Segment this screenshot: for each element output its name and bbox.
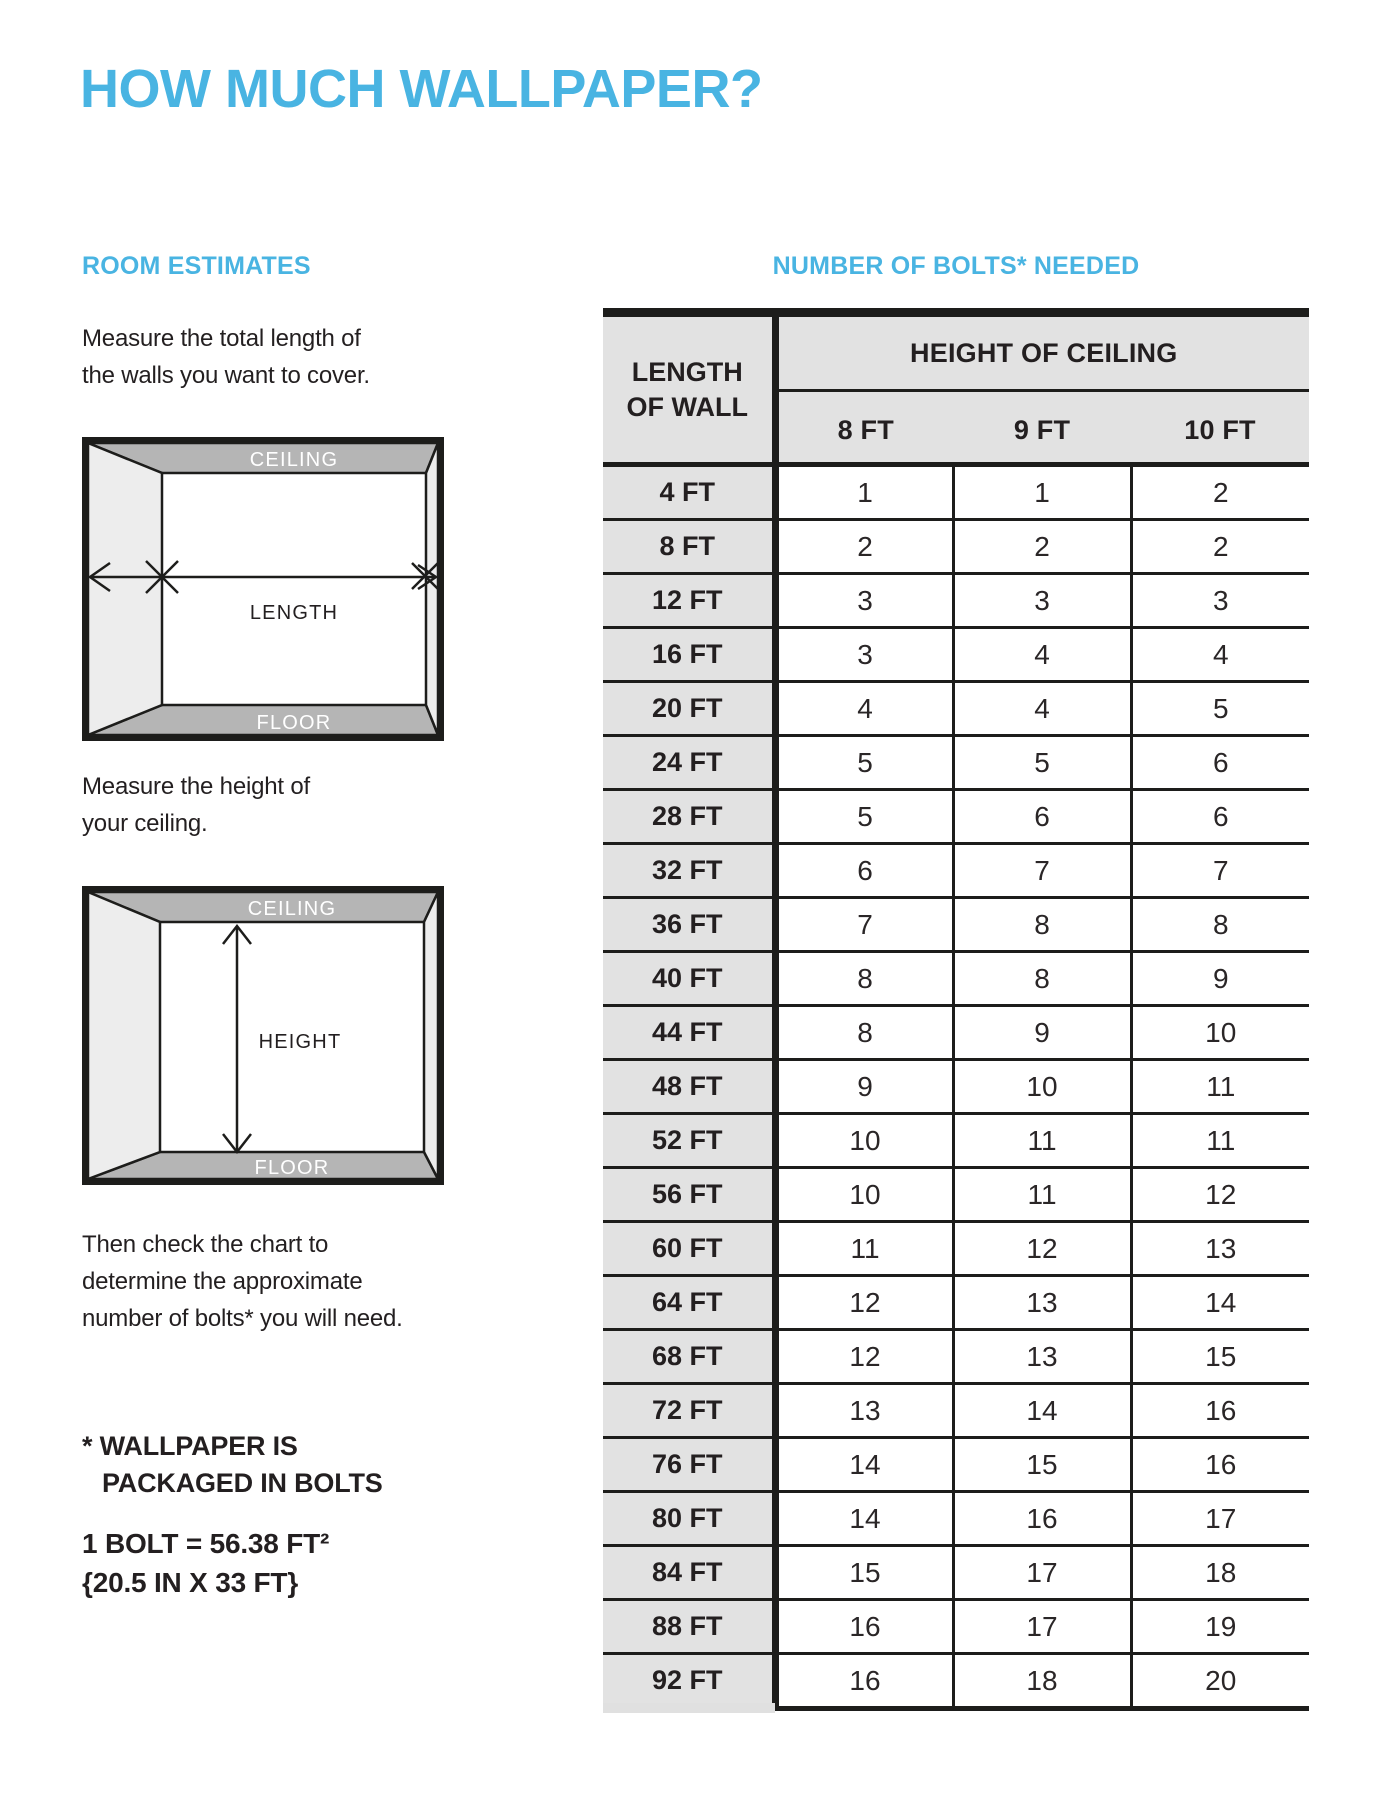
bolts-9ft-cell: 12 — [953, 1222, 1131, 1276]
bolts-8ft-cell: 5 — [775, 736, 953, 790]
bolts-10ft-cell: 10 — [1131, 1006, 1309, 1060]
bolts-table-container — [603, 308, 1309, 1711]
footnote-line1: * WALLPAPER IS — [82, 1431, 298, 1461]
bolt-size-line2: {20.5 IN X 33 FT} — [82, 1567, 299, 1598]
bolts-9ft-cell: 5 — [953, 736, 1131, 790]
bolts-9ft-cell: 8 — [953, 952, 1131, 1006]
bolts-8ft-cell: 12 — [775, 1276, 953, 1330]
step2-line2: your ceiling. — [82, 810, 208, 837]
floor-label: FLOOR — [256, 712, 332, 734]
table-row — [603, 844, 1309, 898]
bolts-10ft-cell: 17 — [1131, 1492, 1309, 1546]
wall-length-cell: 72 FT — [603, 1384, 775, 1438]
bolts-10ft-cell: 2 — [1131, 520, 1309, 574]
step3-instructions — [82, 1226, 403, 1337]
bolts-9ft-cell: 4 — [953, 628, 1131, 682]
step2-line1: Measure the height of — [82, 773, 310, 800]
bolts-8ft-cell: 1 — [775, 465, 953, 520]
wall-length-cell: 84 FT — [603, 1546, 775, 1600]
table-footer-strip — [603, 1703, 775, 1713]
wall-length-cell: 32 FT — [603, 844, 775, 898]
wall-length-cell: 24 FT — [603, 736, 775, 790]
table-row — [603, 465, 1309, 520]
col-header-10ft: 10 FT — [1131, 391, 1309, 465]
table-row — [603, 520, 1309, 574]
bolts-10ft-cell: 16 — [1131, 1384, 1309, 1438]
footnote-line2: PACKAGED IN BOLTS — [102, 1468, 383, 1498]
bolts-8ft-cell: 6 — [775, 844, 953, 898]
wall-length-cell: 20 FT — [603, 682, 775, 736]
table-row — [603, 790, 1309, 844]
wall-length-cell: 68 FT — [603, 1330, 775, 1384]
table-body — [603, 465, 1309, 1709]
table-row — [603, 1438, 1309, 1492]
bolts-10ft-cell: 11 — [1131, 1114, 1309, 1168]
bolts-8ft-cell: 10 — [775, 1168, 953, 1222]
bolts-10ft-cell: 6 — [1131, 790, 1309, 844]
bolts-9ft-cell: 11 — [953, 1114, 1131, 1168]
bolts-9ft-cell: 10 — [953, 1060, 1131, 1114]
wall-length-cell: 40 FT — [603, 952, 775, 1006]
bolts-10ft-cell: 5 — [1131, 682, 1309, 736]
length-of-wall-line1: LENGTH — [631, 356, 743, 387]
bolts-8ft-cell: 3 — [775, 628, 953, 682]
wall-length-cell: 52 FT — [603, 1114, 775, 1168]
left-wall — [88, 892, 160, 1179]
bolts-9ft-cell: 15 — [953, 1438, 1131, 1492]
bolts-10ft-cell: 7 — [1131, 844, 1309, 898]
table-row — [603, 1276, 1309, 1330]
bolts-10ft-cell: 13 — [1131, 1222, 1309, 1276]
bolts-10ft-cell: 2 — [1131, 465, 1309, 520]
wall-length-cell: 64 FT — [603, 1276, 775, 1330]
bolts-9ft-cell: 11 — [953, 1168, 1131, 1222]
wall-length-cell: 76 FT — [603, 1438, 775, 1492]
bolts-10ft-cell: 11 — [1131, 1060, 1309, 1114]
step3-line3: number of bolts* you will need. — [82, 1305, 403, 1332]
table-row — [603, 736, 1309, 790]
bolts-10ft-cell: 12 — [1131, 1168, 1309, 1222]
bolts-10ft-cell: 14 — [1131, 1276, 1309, 1330]
wall-length-cell: 28 FT — [603, 790, 775, 844]
table-row — [603, 628, 1309, 682]
table-row — [603, 1168, 1309, 1222]
bolts-9ft-cell: 9 — [953, 1006, 1131, 1060]
bolts-8ft-cell: 7 — [775, 898, 953, 952]
table-row — [603, 1006, 1309, 1060]
bolts-9ft-cell: 7 — [953, 844, 1131, 898]
bolts-10ft-cell: 19 — [1131, 1600, 1309, 1654]
bolt-size-info — [82, 1524, 329, 1602]
bolts-8ft-cell: 14 — [775, 1438, 953, 1492]
bolts-9ft-cell: 16 — [953, 1492, 1131, 1546]
bolts-8ft-cell: 9 — [775, 1060, 953, 1114]
wall-length-cell: 12 FT — [603, 574, 775, 628]
bolts-8ft-cell: 5 — [775, 790, 953, 844]
bolts-8ft-cell: 12 — [775, 1330, 953, 1384]
room-length-diagram — [82, 437, 444, 741]
table-row — [603, 1600, 1309, 1654]
step2-instructions — [82, 768, 310, 842]
table-row — [603, 574, 1309, 628]
table-row — [603, 682, 1309, 736]
step1-line1: Measure the total length of — [82, 325, 361, 352]
table-row — [603, 1060, 1309, 1114]
bolts-9ft-cell: 2 — [953, 520, 1131, 574]
bolts-9ft-cell: 3 — [953, 574, 1131, 628]
table-header-row-1 — [603, 313, 1309, 391]
bolts-9ft-cell: 6 — [953, 790, 1131, 844]
bolts-10ft-cell: 8 — [1131, 898, 1309, 952]
bolts-9ft-cell: 13 — [953, 1276, 1131, 1330]
bolts-9ft-cell: 1 — [953, 465, 1131, 520]
ceiling-label: CEILING — [249, 449, 339, 471]
table-row — [603, 898, 1309, 952]
wall-length-cell: 48 FT — [603, 1060, 775, 1114]
wall-length-cell: 56 FT — [603, 1168, 775, 1222]
bolts-needed-heading: NUMBER OF BOLTS* NEEDED — [772, 252, 1140, 280]
wall-length-cell: 88 FT — [603, 1600, 775, 1654]
wall-length-cell: 8 FT — [603, 520, 775, 574]
table-row — [603, 952, 1309, 1006]
right-wall — [424, 892, 438, 1179]
wall-length-cell: 4 FT — [603, 465, 775, 520]
bolts-9ft-cell: 8 — [953, 898, 1131, 952]
bolts-8ft-cell: 16 — [775, 1600, 953, 1654]
wall-length-cell: 92 FT — [603, 1654, 775, 1709]
bolts-footnote — [82, 1428, 383, 1502]
wall-length-cell: 36 FT — [603, 898, 775, 952]
floor-label: FLOOR — [254, 1157, 330, 1179]
length-of-wall-header — [603, 313, 775, 465]
table-row — [603, 1330, 1309, 1384]
step1-line2: the walls you want to cover. — [82, 362, 370, 389]
room-estimates-heading: ROOM ESTIMATES — [82, 252, 311, 280]
table-row — [603, 1654, 1309, 1709]
bolts-10ft-cell: 9 — [1131, 952, 1309, 1006]
bolts-8ft-cell: 8 — [775, 952, 953, 1006]
bolts-10ft-cell: 18 — [1131, 1546, 1309, 1600]
wall-length-cell: 80 FT — [603, 1492, 775, 1546]
bolts-8ft-cell: 4 — [775, 682, 953, 736]
bolts-8ft-cell: 16 — [775, 1654, 953, 1709]
step1-instructions — [82, 320, 370, 394]
bolts-9ft-cell: 4 — [953, 682, 1131, 736]
bolts-10ft-cell: 20 — [1131, 1654, 1309, 1709]
table-row — [603, 1222, 1309, 1276]
bolts-8ft-cell: 14 — [775, 1492, 953, 1546]
step3-line2: determine the approximate — [82, 1268, 363, 1295]
bolts-9ft-cell: 17 — [953, 1600, 1131, 1654]
bolts-10ft-cell: 16 — [1131, 1438, 1309, 1492]
bolts-8ft-cell: 13 — [775, 1384, 953, 1438]
bolt-size-line1: 1 BOLT = 56.38 FT² — [82, 1528, 330, 1559]
wall-length-cell: 60 FT — [603, 1222, 775, 1276]
col-header-8ft: 8 FT — [775, 391, 953, 465]
bolts-8ft-cell: 15 — [775, 1546, 953, 1600]
bolts-9ft-cell: 18 — [953, 1654, 1131, 1709]
wall-length-cell: 44 FT — [603, 1006, 775, 1060]
bolts-8ft-cell: 10 — [775, 1114, 953, 1168]
bolts-10ft-cell: 3 — [1131, 574, 1309, 628]
bolts-9ft-cell: 17 — [953, 1546, 1131, 1600]
table-row — [603, 1546, 1309, 1600]
step3-line1: Then check the chart to — [82, 1231, 329, 1258]
wall-length-cell: 16 FT — [603, 628, 775, 682]
page-title: HOW MUCH WALLPAPER? — [80, 59, 763, 119]
ceiling-label: CEILING — [247, 898, 337, 920]
bolts-8ft-cell: 8 — [775, 1006, 953, 1060]
bolts-9ft-cell: 14 — [953, 1384, 1131, 1438]
length-of-wall-line2: OF WALL — [626, 391, 748, 422]
col-header-9ft: 9 FT — [953, 391, 1131, 465]
bolts-8ft-cell: 3 — [775, 574, 953, 628]
bolts-9ft-cell: 13 — [953, 1330, 1131, 1384]
bolts-8ft-cell: 2 — [775, 520, 953, 574]
bolts-8ft-cell: 11 — [775, 1222, 953, 1276]
height-label: HEIGHT — [258, 1031, 342, 1053]
height-of-ceiling-header: HEIGHT OF CEILING — [775, 313, 1309, 391]
length-label: LENGTH — [249, 602, 339, 624]
bolts-10ft-cell: 6 — [1131, 736, 1309, 790]
table-row — [603, 1384, 1309, 1438]
bolts-10ft-cell: 15 — [1131, 1330, 1309, 1384]
bolts-10ft-cell: 4 — [1131, 628, 1309, 682]
ceiling-height-diagram — [82, 886, 444, 1185]
table-row — [603, 1492, 1309, 1546]
right-wall — [426, 443, 438, 735]
bolts-table — [603, 308, 1309, 1711]
table-row — [603, 1114, 1309, 1168]
